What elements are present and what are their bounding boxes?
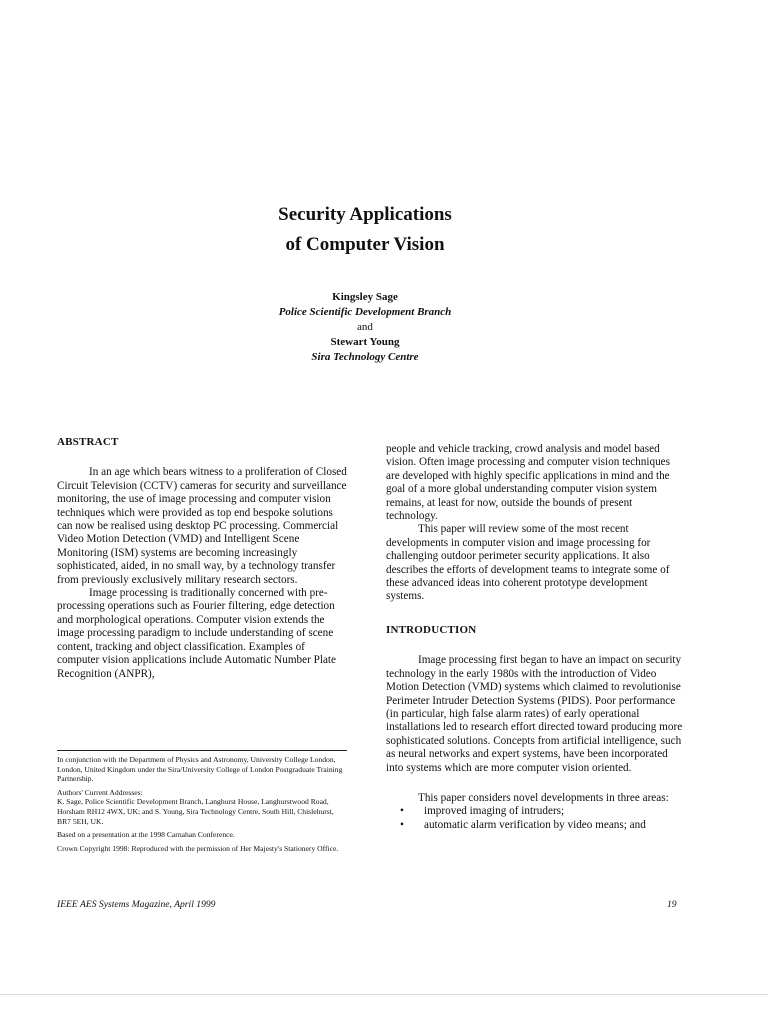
introduction-paragraph-1: Image processing first began to have an impact on security technology in the early 1980s with the introduction of Video Motion Detection (VMD) systems which claimed to revolutionise Perimeter Intruder Detection Systems (PIDS). Poor performance (in particular, high false alarm rates) of early operational installations led to research effort directed toward producing more sophisticated solutions. Concepts from artificial intelligence, such as neural networks and expert systems, have been incorporated into systems which are more computer vision oriented. bbox=[386, 654, 683, 774]
abstract-paragraph-1: In an age which bears witness to a proliferation of Closed Circuit Television (CCTV) cameras for security and surveillance monitoring, the use of image processing and computer vision techniques which were provided as top end bespoke solutions can now be realised using desktop PC processing. Commercial Video Motion Detection (VMD) and Intelligent Scene Monitoring (ISM) systems are becoming increasingly sophisticated, aided, in no small way, by a technology transfer from previously exclusively military research sectors. bbox=[57, 466, 347, 586]
affiliation-1: Police Scientific Development Branch bbox=[278, 306, 452, 318]
areas-list bbox=[386, 805, 686, 832]
bullet-icon: • bbox=[400, 805, 404, 818]
author-2: Stewart Young bbox=[330, 336, 400, 348]
page-divider bbox=[0, 994, 768, 995]
bullet-icon: • bbox=[400, 818, 404, 831]
footnote-addresses-label: Authors' Current Addresses: bbox=[57, 787, 143, 797]
title-line-1: Security Applications bbox=[278, 204, 452, 225]
author-block bbox=[0, 290, 730, 365]
abstract-paragraph-3: This paper will review some of the most recent developments in computer vision and image processing for challenging outdoor perimeter security applications. It also describes the efforts of development teams to integrate some of these advanced ideas into coherent prototype development systems. bbox=[386, 523, 670, 603]
spacer bbox=[386, 604, 686, 624]
left-column bbox=[57, 436, 347, 681]
author-conjunction: and bbox=[357, 321, 373, 333]
spacer bbox=[57, 449, 347, 466]
footnote-copyright: Crown Copyright 1998: Reproduced with the permission of Her Majesty's Stationery Office. bbox=[57, 843, 339, 853]
affiliation-2: Sira Technology Centre bbox=[311, 351, 419, 363]
spacer bbox=[386, 775, 686, 792]
author-1: Kingsley Sage bbox=[332, 291, 398, 303]
abstract-paragraph-2: Image processing is traditionally concerned with pre-processing operations such as Fourier filtering, edge detection and morphological operations. Computer vision extends the image processing paradigm to include understanding of scene content, tracking and object classification. Examples of computer vision applications include Automatic Number Plate Recognition (ANPR), bbox=[57, 587, 337, 680]
footnote-addresses: K. Sage, Police Scientific Development Branch, Langhurst House, Langhurstwood Road, Horsham RH12 4WX, UK; and S. Young, Sira Technology Centre, South Hill, Chislehurst, BR7 5EH, UK. bbox=[57, 797, 334, 826]
title-line-2: of Computer Vision bbox=[285, 234, 445, 255]
introduction-heading: INTRODUCTION bbox=[386, 623, 477, 636]
introduction-paragraph-2: This paper considers novel developments in three areas: bbox=[418, 791, 669, 804]
footnote-partnership: In conjunction with the Department of Physics and Astronomy, University College London, London, United Kingdom under the Sira/University College of London Postgraduate Training Partnership. bbox=[57, 755, 343, 784]
abstract-continued-paragraph: people and vehicle tracking, crowd analysis and model based vision. Often image processing and computer vision techniques are developed with highly specific applications in mind and the goal of a more global understanding computer vision system remains, at least for now, outside the bounds of present technology. bbox=[386, 443, 670, 523]
list-item-text: automatic alarm verification by video means; and bbox=[424, 818, 646, 831]
footnote-presentation: Based on a presentation at the 1998 Carnahan Conference. bbox=[57, 830, 235, 840]
paper-title bbox=[0, 200, 730, 260]
list-item bbox=[386, 805, 686, 818]
list-item-text: improved imaging of intruders; bbox=[424, 805, 565, 818]
spacer bbox=[386, 637, 686, 654]
list-item bbox=[386, 819, 686, 832]
journal-footer: IEEE AES Systems Magazine, April 1999 bbox=[57, 899, 216, 910]
right-column bbox=[386, 443, 686, 832]
page-number: 19 bbox=[667, 899, 677, 910]
abstract-heading: ABSTRACT bbox=[57, 436, 119, 448]
footnotes bbox=[57, 750, 347, 857]
